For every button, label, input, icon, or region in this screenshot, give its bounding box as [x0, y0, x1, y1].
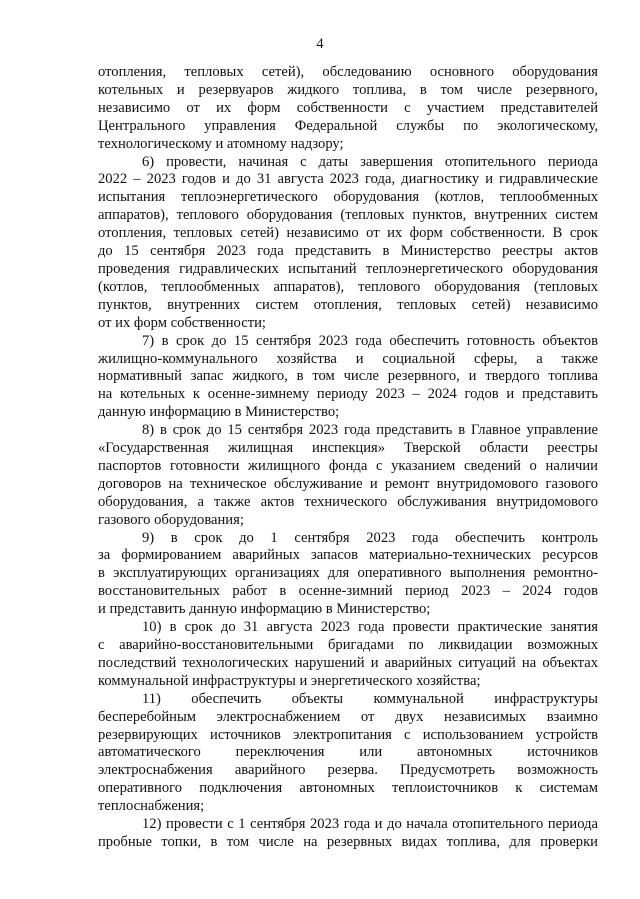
- text-line: 10) в срок до 31 августа 2023 года провести практические занятия: [142, 619, 598, 636]
- paragraph-continuation: [98, 64, 598, 154]
- text-line: последствий технологических нарушений и аварийных ситуаций на объектах: [98, 654, 598, 671]
- text-line: 6) провести, начиная с даты завершения отопительного периода: [142, 153, 598, 170]
- text-line: 2022 – 2023 годов и до 31 августа 2023 года, диагностику и гидравлические: [98, 171, 598, 188]
- paragraph-item-11: [98, 691, 598, 816]
- paragraph-item-8: [98, 422, 598, 529]
- text-line: до 15 сентября 2023 года представить в Министерство реестры актов: [98, 243, 598, 260]
- text-line: за формированием аварийных запасов материально-технических ресурсов: [98, 547, 598, 564]
- text-line: бесперебойным электроснабжением от двух независимых взаимно: [98, 708, 598, 725]
- text-line: аппаратов), теплового оборудования (тепловых пунктов, внутренних систем: [98, 207, 598, 224]
- text-line: оборудования, а также актов технического обслуживания внутридомового: [98, 493, 598, 510]
- text-line: отопления, тепловых сетей), обследованию основного оборудования: [98, 64, 598, 80]
- text-line: пунктов, внутренних систем отопления, тепловых сетей) независимо: [98, 296, 598, 313]
- text-line: в эксплуатирующих организациях для оперативного выполнения ремонтно-: [98, 565, 598, 582]
- text-line: «Государственная жилищная инспекция» Тверской области реестры: [98, 440, 598, 457]
- text-line: технологическому и атомному надзору;: [98, 135, 344, 152]
- paragraph-item-7: [98, 333, 598, 423]
- text-line: на котельных к осенне-зимнему периоду 2023 – 2024 годов и представить: [98, 386, 598, 403]
- text-line: договоров на техническое обслуживание и ремонт внутридомового газового: [98, 475, 598, 492]
- text-line: резервирующих источников электропитания с использованием устройств: [98, 726, 598, 743]
- text-line: данную информацию в Министерство;: [98, 404, 340, 421]
- text-line: теплоснабжения;: [98, 798, 205, 815]
- text-line: пробные топки, в том числе на резервных видах топлива, для проверки: [98, 833, 598, 850]
- text-line: независимо от их форм собственности с участием представителей: [98, 99, 598, 116]
- text-line: паспортов готовности жилищного фонда с указанием сведений о наличии: [98, 457, 598, 474]
- text-line: испытания теплоэнергетического оборудования (котлов, теплообменных: [98, 189, 598, 206]
- paragraph-item-6: [98, 154, 598, 333]
- paragraph-item-12: [98, 816, 598, 852]
- text-line: 8) в срок до 15 сентября 2023 года представить в Главное управление: [142, 422, 598, 439]
- text-line: газового оборудования;: [98, 511, 244, 528]
- text-line: с аварийно-восстановительными бригадами по ликвидации возможных: [98, 637, 598, 653]
- page-number: 4: [316, 36, 324, 52]
- text-line: нормативный запас жидкого, в том числе резервного, и твердого топлива: [98, 368, 598, 385]
- paragraph-item-10: [98, 619, 598, 691]
- text-line: 11) обеспечить объекты коммунальной инфраструктуры: [142, 690, 598, 707]
- text-line: восстановительных работ в осенне-зимний период 2023 – 2024 годов: [98, 583, 598, 600]
- text-line: автоматического переключения или автономных источников: [98, 744, 598, 761]
- text-line: 7) в срок до 15 сентября 2023 года обеспечить готовность объектов: [142, 332, 598, 349]
- text-line: от их форм собственности;: [98, 314, 266, 331]
- text-line: жилищно-коммунального хозяйства и социальной сферы, а также: [98, 350, 598, 367]
- text-line: электроснабжения аварийного резерва. Предусмотреть возможность: [98, 762, 598, 779]
- text-line: оперативного подключения автономных теплоисточников к системам: [98, 780, 598, 797]
- document-body: [98, 64, 598, 852]
- text-line: 12) провести с 1 сентября 2023 года и до начала отопительного периода: [142, 816, 598, 833]
- text-line: коммунальной инфраструктуры и энергетического хозяйства;: [98, 672, 481, 689]
- text-line: (котлов, теплообменных аппаратов), теплового оборудования (тепловых: [98, 278, 598, 295]
- text-line: проведения гидравлических испытаний теплоэнергетического оборудования: [98, 260, 598, 277]
- text-line: Центрального управления Федеральной службы по экологическому,: [98, 117, 598, 134]
- text-line: и представить данную информацию в Министерство;: [98, 601, 431, 618]
- paragraph-item-9: [98, 530, 598, 620]
- text-line: 9) в срок до 1 сентября 2023 года обеспечить контроль: [142, 529, 598, 546]
- text-line: отопления, тепловых сетей) независимо от их форм собственности. В срок: [98, 225, 598, 242]
- text-line: котельных и резервуаров жидкого топлива, в том числе резервного,: [98, 81, 598, 98]
